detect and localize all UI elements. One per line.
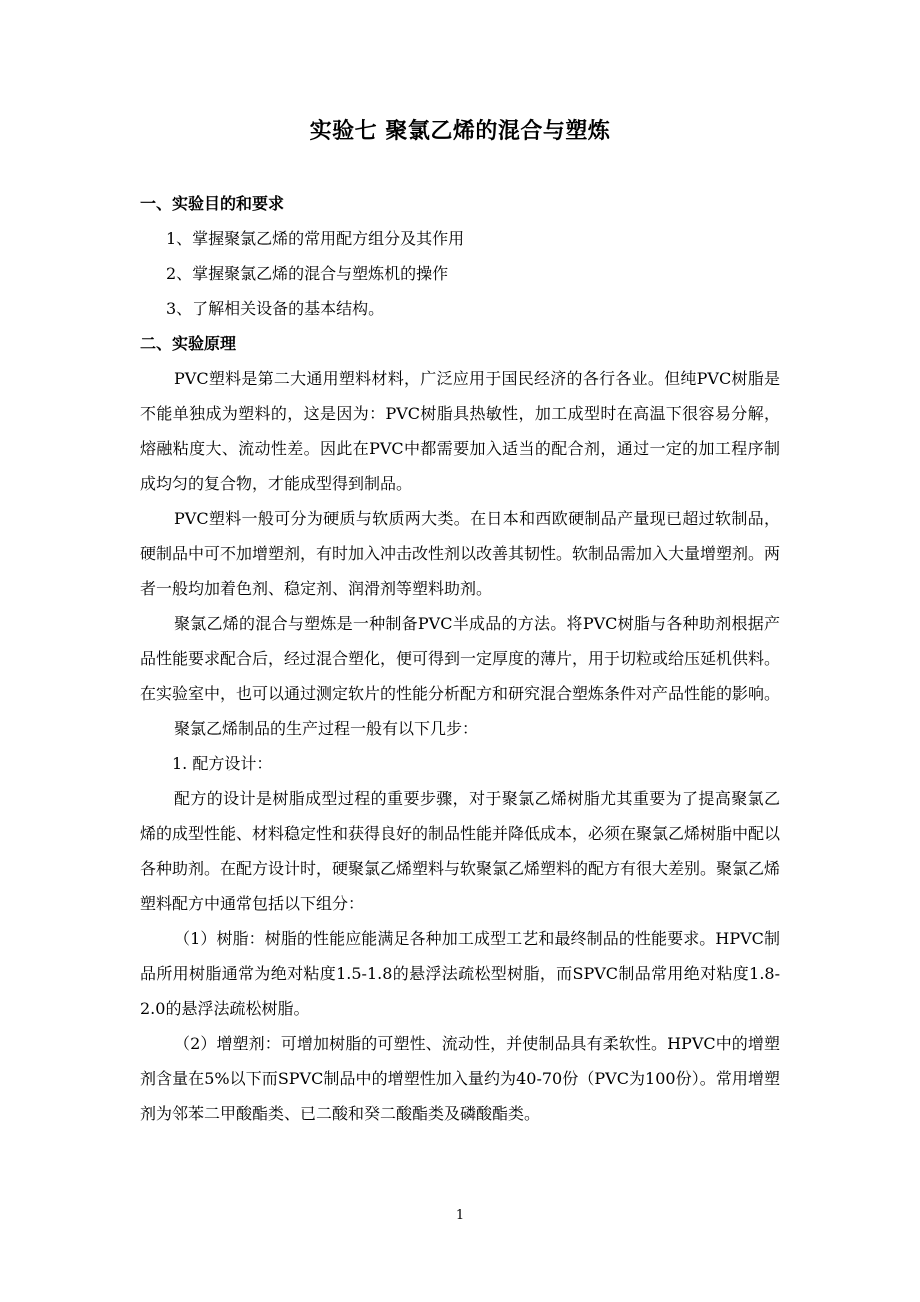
page-number: 1 xyxy=(455,1208,465,1223)
step-heading: 1. 配方设计： xyxy=(172,754,273,773)
objective-item: 1、掌握聚氯乙烯的常用配方组分及其作用 xyxy=(166,229,465,248)
paragraph: 配方的设计是树脂成型过程的重要步骤，对于聚氯乙烯树脂尤其重要为了提高聚氯乙烯的成型性能、材料稳定性和获得良好的制品性能并降低成本，必须在聚氯乙烯树脂中配以各种助剂。在配方设计时，硬聚氯乙烯塑料与软聚氯乙烯塑料的配方有很大差别。聚氯乙烯塑料配方中通常包括以下组分： xyxy=(140,789,781,913)
paragraph: 聚氯乙烯制品的生产过程一般有以下几步： xyxy=(174,719,479,738)
document-title: 实验七 聚氯乙烯的混合与塑炼 xyxy=(309,119,611,144)
paragraph: PVC塑料是第二大通用塑料材料，广泛应用于国民经济的各行各业。但纯PVC树脂是不能单独成为塑料的，这是因为：PVC树脂具热敏性，加工成型时在高温下很容易分解，熔融粘度大、流动性差。因此在PVC中都需要加入适当的配合剂，通过一定的加工程序制成均匀的复合物，才能成型得到制品。 xyxy=(140,369,780,493)
objective-item: 2、掌握聚氯乙烯的混合与塑炼机的操作 xyxy=(166,264,449,283)
section-heading-objectives: 一、实验目的和要求 xyxy=(140,194,285,213)
document-body xyxy=(140,186,780,1131)
objective-item: 3、了解相关设备的基本结构。 xyxy=(166,299,385,318)
paragraph: PVC塑料一般可分为硬质与软质两大类。在日本和西欧硬制品产量现已超过软制品，硬制品中可不加增塑剂，有时加入冲击改性剂以改善其韧性。软制品需加入大量增塑剂。两者一般均加着色剂、稳定剂、润滑剂等塑料助剂。 xyxy=(140,509,781,598)
paragraph: （2）增塑剂：可增加树脂的可塑性、流动性，并使制品具有柔软性。HPVC中的增塑剂含量在5%以下而SPVC制品中的增塑性加入量约为40-70份（PVC为100份）。常用增塑剂为邻苯二甲酸酯类、已二酸和癸二酸酯类及磷酸酯类。 xyxy=(140,1034,780,1123)
section-heading-principle: 二、实验原理 xyxy=(140,334,237,353)
paragraph: （1）树脂：树脂的性能应能满足各种加工成型工艺和最终制品的性能要求。HPVC制品所用树脂通常为绝对粘度1.5-1.8的悬浮法疏松型树脂，而SPVC制品常用绝对粘度1.8-2.0的悬浮法疏松树脂。 xyxy=(140,929,780,1018)
paragraph: 聚氯乙烯的混合与塑炼是一种制备PVC半成品的方法。将PVC树脂与各种助剂根据产品性能要求配合后，经过混合塑化，便可得到一定厚度的薄片，用于切粒或给压延机供料。在实验室中，也可以通过测定软片的性能分析配方和研究混合塑炼条件对产品性能的影响。 xyxy=(140,614,781,703)
